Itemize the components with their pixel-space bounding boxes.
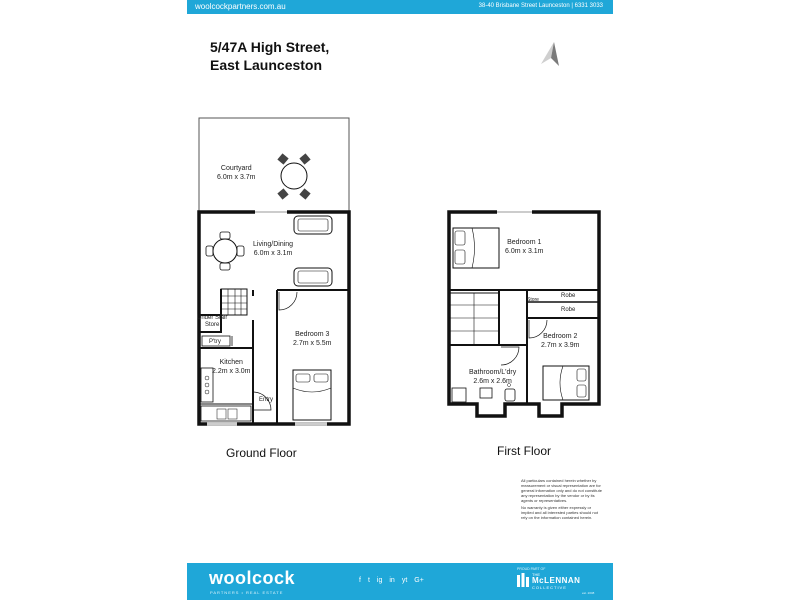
mclennan-the: THE	[532, 572, 540, 577]
google-plus-icon[interactable]: G+	[414, 577, 424, 584]
mclennan-tagline: est. 2008	[582, 591, 595, 595]
mclennan-collective: COLLECTIVE	[532, 585, 567, 590]
living-dining-label: Living/Dining 6.0m x 3.1m	[253, 241, 294, 257]
robe-2-label: Robe	[561, 307, 576, 313]
kitchen-label: Kitchen 2.2m x 3.0m	[212, 359, 251, 375]
website-link[interactable]: woolcockpartners.com.au	[195, 2, 286, 11]
woolcock-logo-subtitle: PARTNERS • REAL ESTATE	[210, 590, 284, 595]
under-stair-store-label: Under Stair Store	[197, 315, 228, 328]
mclennan-logo-icon	[517, 573, 529, 587]
first-floor-label: First Floor	[497, 444, 551, 458]
address-line-1: 5/47A High Street,	[210, 39, 330, 55]
footer-bar	[187, 563, 613, 600]
pantry-label: P'try	[209, 339, 221, 345]
disclaimer-paragraph-2: No warranty is given either expressly or implied and all interested parties should not rely on the information contained herein.	[521, 505, 598, 520]
courtyard-label: Courtyard 6.0m x 3.7m	[217, 165, 256, 181]
bedroom-2-label: Bedroom 2 2.7m x 3.9m	[541, 333, 580, 349]
youtube-icon[interactable]: yt	[401, 577, 408, 584]
bedroom-1-label: Bedroom 1 6.0m x 3.1m	[505, 239, 544, 255]
bathroom-laundry-label: Bathroom/L'dry 2.6m x 2.6m	[469, 369, 517, 385]
linkedin-icon[interactable]: in	[389, 577, 395, 584]
entry-label: Entry	[259, 397, 274, 403]
first-floor-store-label: Store	[527, 297, 539, 303]
agency-address-phone: 38-40 Brisbane Street Launceston | 6331 3033	[478, 3, 603, 9]
mclennan-name: McLENNAN	[532, 576, 581, 585]
floor-plan-page	[187, 0, 613, 600]
woolcock-logo[interactable]: woolcock	[209, 568, 296, 588]
proud-part-of-label: PROUD PART OF	[517, 567, 546, 571]
disclaimer-paragraph-1: All particulars contained herein whether by measurement or visual representation are for general information only and do not constitute any representation by the vendor or by its agents or representatives.	[521, 478, 602, 503]
social-links	[359, 577, 424, 584]
address-line-2: East Launceston	[210, 57, 323, 73]
instagram-icon[interactable]: ig	[376, 577, 383, 584]
bedroom-3-label: Bedroom 3 2.7m x 5.5m	[293, 331, 332, 347]
twitter-icon[interactable]: t	[367, 577, 370, 584]
ground-floor-label: Ground Floor	[226, 446, 297, 460]
robe-1-label: Robe	[561, 293, 576, 299]
facebook-icon[interactable]: f	[359, 577, 361, 584]
disclaimer-text	[521, 478, 603, 522]
